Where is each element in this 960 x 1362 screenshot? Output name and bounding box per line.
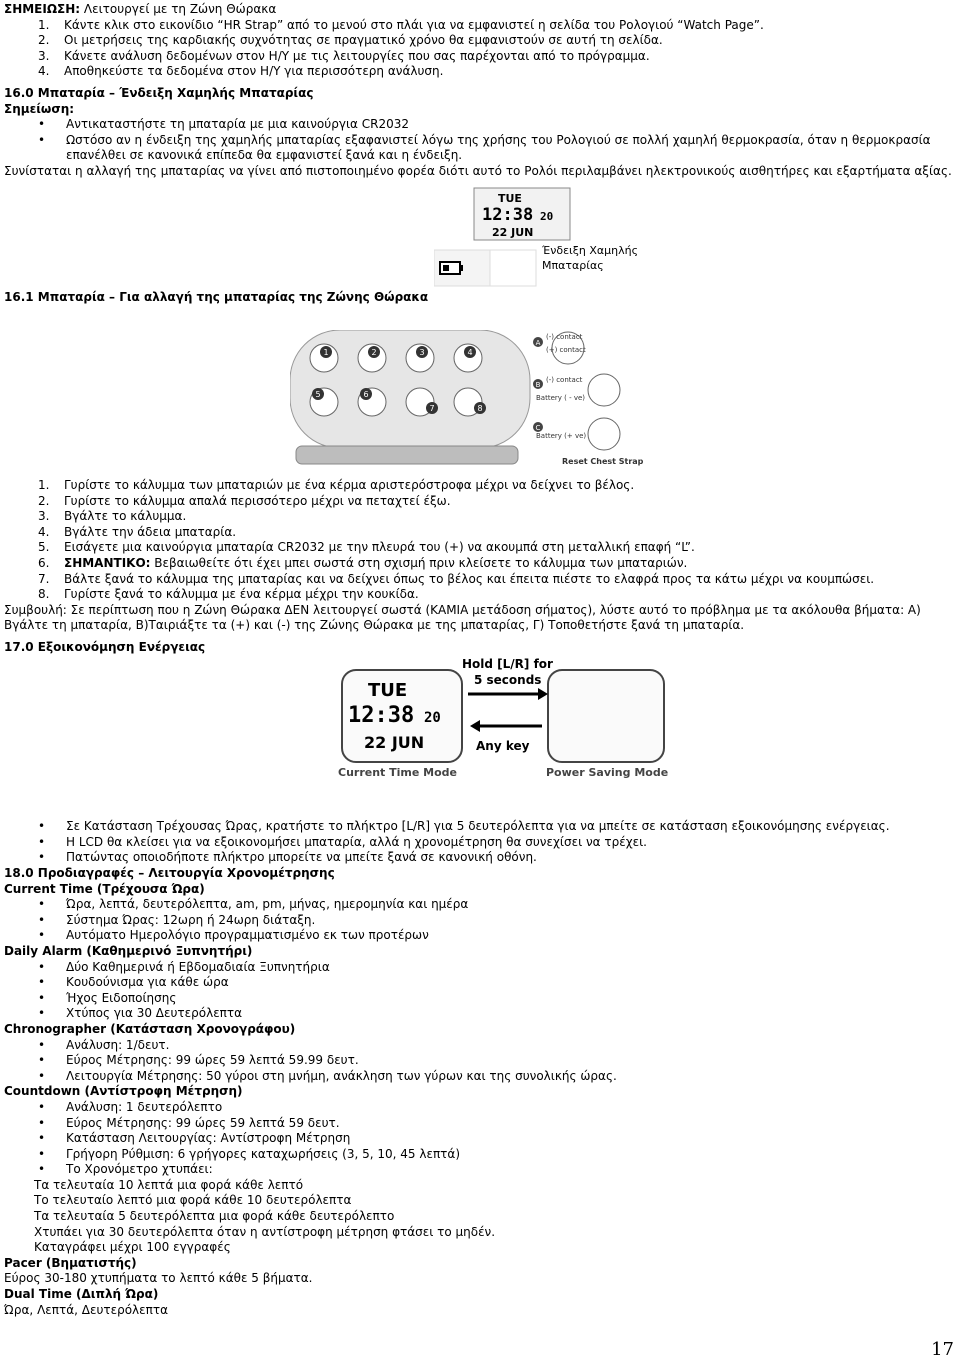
mode-label: Power Saving Mode	[546, 766, 669, 779]
mode-label: Current Time Mode	[338, 766, 457, 779]
paragraph: Συνίσταται η αλλαγή της μπαταρίας να γίνει από πιστοποιημένο φορέα διότι αυτό το Ρολόι περιλαμβάνει ηλεκτρονικούς αισθητήρες και εξαρτήματα αξίας.	[4, 163, 952, 178]
diagram-label: (+) contact	[546, 346, 586, 354]
section-16-1-title	[4, 290, 952, 306]
list-item: • Χτύπος για 30 Δευτερόλεπτα	[4, 1006, 952, 1022]
step-number: 2	[371, 348, 377, 357]
subsection-title: Chronographer (Κατάσταση Χρονογράφου)	[4, 1021, 296, 1036]
section-title: 16.1 Μπαταρία – Για αλλαγή της μπαταρίας της Ζώνης Θώρακα	[4, 290, 429, 304]
item-number: 1.	[38, 17, 50, 32]
item-number: 3.	[38, 509, 50, 524]
list-item: • Αυτόματο Ημερολόγιο προγραμματισμένο εκ των προτέρων	[4, 928, 952, 944]
chest-strap-figure	[290, 330, 670, 470]
list-item: • Πατώντας οποιοδήποτε πλήκτρο μπορείτε να μπείτε ξανά σε κανονική οθόνη.	[4, 850, 952, 866]
diagram-label: Reset Chest Strap	[562, 457, 644, 466]
chest-strap	[296, 446, 518, 464]
bullet-list	[4, 1038, 952, 1085]
list-item: • Ωστόσο αν η ένδειξη της χαμηλής μπαταρίας εξαφανιστεί λόγω της χρήσης του Ρολογιού σε πολλή χαμηλή θερμοκρασία, όταν η θερμοκρασία επανέλθει σε κανονικά επίπεδα θα εμφανιστεί ξανά και η ένδειξη.	[4, 133, 952, 164]
lcd-date: 22 JUN	[492, 226, 534, 239]
list-item: Τα τελευταία 5 δευτερόλεπτα μια φορά κάθε δευτερόλεπτο	[34, 1209, 395, 1224]
arrow-right-icon	[538, 688, 548, 700]
item-number: 7.	[38, 571, 50, 586]
steps-list	[4, 478, 952, 603]
list-item: • Ανάλυση: 1 δευτερόλεπτο	[4, 1100, 952, 1116]
list-item	[4, 64, 952, 80]
item-text	[64, 556, 687, 572]
lcd-time: 12:38	[348, 703, 415, 728]
item-number: 4.	[38, 524, 50, 539]
section-title: 16.0 Μπαταρία – Ένδειξη Χαμηλής Μπαταρίας	[4, 86, 314, 100]
bullet-list	[4, 960, 952, 1022]
diagram-letter: A	[535, 339, 541, 347]
list-item	[4, 587, 952, 603]
list-item: • Εύρος Μέτρησης: 99 ώρες 59 λεπτά 59.99 δευτ.	[4, 1053, 952, 1069]
bullet-list	[4, 897, 952, 944]
list-item	[4, 525, 952, 541]
list-item: • Εύρος Μέτρησης: 99 ώρες 59 λεπτά 59 δευτ.	[4, 1116, 952, 1132]
item-number: 6.	[38, 555, 50, 570]
item-text: Βάλτε ξανά το κάλυμμα της μπαταρίας και να δείχνει όπως το βέλος και έπειτα πιέστε το ελαφρά προς τα κάτω μέχρι να κουμπώσει.	[64, 571, 875, 586]
note-heading: Σημείωση:	[4, 101, 75, 116]
list-item: • Ώρα, λεπτά, δευτερόλεπτα, am, pm, μήνας, ημερομηνία και ημέρα	[4, 897, 952, 913]
section-title: 18.0 Προδιαγραφές – Λειτουργία Χρονομέτρησης	[4, 866, 335, 880]
item-text: Γυρίστε το κάλυμμα απαλά περισσότερο μέχρι να πεταχτεί έξω.	[64, 493, 451, 508]
list-item: • Το Χρονόμετρο χτυπάει:	[4, 1162, 952, 1178]
diagram-letter: C	[535, 424, 541, 432]
section-16-1-body	[4, 478, 952, 634]
list-item: • Αντικαταστήστε τη μπαταρία με μια καινούργια CR2032	[4, 117, 952, 133]
list-item	[4, 18, 952, 34]
item-text: Κάνετε ανάλυση δεδομένων στον Η/Υ με τις λειτουργίες που σας παρέχονται από το πρόγραμμα.	[64, 48, 650, 63]
list-item	[4, 509, 952, 525]
section-17-body	[4, 819, 952, 866]
subsection-title: Countdown (Αντίστροφη Μέτρηση)	[4, 1084, 243, 1099]
power-saving-figure	[338, 656, 670, 782]
watch-face-off	[548, 670, 664, 762]
section-16	[4, 86, 952, 180]
item-number: 4.	[38, 64, 50, 79]
step-number: 8	[477, 404, 483, 413]
list-item: • Κατάσταση Λειτουργίας: Αντίστροφη Μέτρηση	[4, 1131, 952, 1147]
item-text: Κάντε κλικ στο εικονίδιο “HR Strap” από το μενού στο πλάι για να εμφανιστεί η σελίδα του Ρολογιού “Watch Page”.	[64, 17, 764, 32]
diagram-label: Battery (+ ve)	[536, 432, 587, 440]
item-text: Οι μετρήσεις της καρδιακής συχνότητας σε πραγματικό χρόνο θα εμφανιστούν σε αυτή τη σελίδα.	[64, 33, 663, 48]
item-number: 5.	[38, 540, 50, 555]
diagram-label: (-) contact	[546, 376, 583, 384]
note-label: ΣΗΜΕΙΩΣΗ:	[4, 2, 81, 16]
important-label: ΣΗΜΑΝΤΙΚΟ:	[64, 555, 151, 570]
item-number: 3.	[38, 48, 50, 63]
list-item	[4, 33, 952, 49]
bullet-list	[4, 1100, 952, 1178]
lcd-date: 22 JUN	[364, 733, 425, 752]
step-number: 6	[363, 390, 369, 399]
section-18	[4, 866, 952, 1318]
list-item	[4, 540, 952, 556]
steps-list	[4, 18, 952, 80]
list-item	[4, 494, 952, 510]
subsection-title: Current Time (Τρέχουσα Ώρα)	[4, 881, 205, 896]
item-text: Βγάλτε την άδεια μπαταρία.	[64, 524, 237, 539]
step-number: 4	[467, 348, 473, 357]
list-item: • Γρήγορη Ρύθμιση: 6 γρήγορες καταχωρήσεις (3, 5, 10, 45 λεπτά)	[4, 1147, 952, 1163]
note-text: Λειτουργεί με τη Ζώνη Θώρακα	[80, 2, 277, 16]
section-17-title	[4, 640, 952, 656]
section-title: 17.0 Εξοικονόμηση Ενέργειας	[4, 640, 206, 654]
caption-line: Ένδειξη Χαμηλής	[542, 244, 639, 257]
item-text: Βγάλτε το κάλυμμα.	[64, 509, 187, 524]
list-item: Χτυπάει για 30 δευτερόλεπτα όταν η αντίστροφη μέτρηση φτάσει το μηδέν.	[34, 1224, 496, 1239]
battery-replacement-illustration	[290, 330, 670, 470]
important-text: Βεβαιωθείτε ότι έχει μπει σωστά στη σχισμή πριν κλείσετε το κάλυμμα των μπαταριών.	[150, 555, 688, 570]
lcd-day: TUE	[498, 192, 522, 205]
list-item	[4, 572, 952, 588]
list-item: • Η LCD θα κλείσει για να εξοικονομήσει μπαταρία, αλλά η χρονομέτρηση θα συνεχίσει να τρέχει.	[4, 835, 952, 851]
list-item: • Δύο Καθημερινά ή Εβδομαδιαία Ξυπνητήρια	[4, 960, 952, 976]
item-number: 2.	[38, 493, 50, 508]
paragraph: Εύρος 30-180 χτυπήματα το λεπτό κάθε 5 βήματα.	[4, 1271, 313, 1286]
note-line	[4, 2, 952, 18]
subsection-title: Daily Alarm (Καθημερινό Ξυπνητήρι)	[4, 943, 253, 958]
diagram-letter: B	[535, 381, 541, 389]
lcd-day: TUE	[368, 680, 408, 701]
item-number: 8.	[38, 587, 50, 602]
diagram-label: Battery ( - ve)	[536, 394, 586, 402]
item-number: 2.	[38, 33, 50, 48]
list-item: • Ανάλυση: 1/δευτ.	[4, 1038, 952, 1054]
list-item: • Λειτουργία Μέτρησης: 50 γύροι στη μνήμη, ανάκληση των γύρων και της συνολικής ώρας.	[4, 1069, 952, 1085]
lcd-seconds: 20	[540, 210, 554, 223]
bullet-list	[4, 819, 952, 866]
step-number: 3	[419, 348, 425, 357]
list-item	[4, 49, 952, 65]
paragraph: Ώρα, Λεπτά, Δευτερόλεπτα	[4, 1302, 169, 1317]
item-text: Γυρίστε το κάλυμμα των μπαταριών με ένα κέρμα αριστερόστροφα μέχρι να δείχνει το βέλος.	[64, 478, 635, 492]
step-number: 5	[315, 390, 321, 399]
hold-label: Hold [L/R] for	[462, 657, 553, 671]
item-text: Γυρίστε ξανά το κάλυμμα με ένα κέρμα μέχρι την κουκίδα.	[64, 587, 419, 602]
bullet-list	[4, 117, 952, 164]
arrow-left-icon	[470, 720, 480, 732]
intro-block	[4, 2, 952, 80]
power-saving-illustration	[338, 656, 670, 782]
list-item	[4, 556, 952, 572]
list-item: • Ήχος Ειδοποίησης	[4, 991, 952, 1007]
step-number: 7	[429, 404, 435, 413]
step-number: 1	[323, 348, 329, 357]
list-item: • Σε Κατάσταση Τρέχουσας Ώρας, κρατήστε το πλήκτρο [L/R] για 5 δευτερόλεπτα για να μπείτε σε κατάσταση εξοικονόμησης ενέργειας.	[4, 819, 952, 835]
page-number: 17	[931, 1339, 954, 1360]
lcd-time: 12:38	[482, 205, 534, 225]
list-item: • Κουδούνισμα για κάθε ώρα	[4, 975, 952, 991]
subsection-title: Dual Time (Διπλή Ώρα)	[4, 1287, 159, 1302]
lcd-seconds: 20	[424, 710, 441, 726]
list-item: • Σύστημα Ώρας: 12ωρη ή 24ωρη διάταξη.	[4, 913, 952, 929]
low-battery-caption	[542, 243, 638, 273]
list-item: Καταγράφει μέχρι 100 εγγραφές	[34, 1240, 231, 1255]
any-key-label: Any key	[476, 739, 530, 753]
hold-label: 5 seconds	[474, 673, 542, 687]
diagram-label: (-) contact	[546, 333, 583, 341]
list-item	[4, 478, 952, 494]
subsection-title: Pacer (Βηματιστής)	[4, 1255, 137, 1270]
tip-paragraph: Συμβουλή: Σε περίπτωση που η Ζώνη Θώρακα ΔΕΝ λειτουργεί σωστά (ΚΑΜΙΑ μετάδοση σήματος), λύστε αυτό το πρόβλημα με τα ακόλουθα βήματα: Α) Βγάλτε τη μπαταρία, Β)Ταιριάξτε τα (+) και (-) της Ζώνης Θώρακα με της μπαταρίας, Γ) Τοποθετήστε ξανά τη μπαταρία.	[4, 602, 921, 633]
item-text: Αποθηκεύστε τα δεδομένα στον Η/Υ για περισσότερη ανάλυση.	[64, 64, 444, 79]
item-text: Εισάγετε μια καινούργια μπαταρία CR2032 με την πλευρά του (+) να ακουμπά στη μεταλλική επαφή “L”.	[64, 540, 695, 555]
item-number: 1.	[38, 478, 50, 492]
caption-line: Μπαταρίας	[542, 259, 604, 272]
list-item: Το τελευταίο λεπτό μια φορά κάθε 10 δευτερόλεπτα	[34, 1193, 352, 1208]
plain-list	[4, 1178, 952, 1256]
list-item: Τα τελευταία 10 λεπτά μια φορά κάθε λεπτό	[34, 1177, 304, 1192]
